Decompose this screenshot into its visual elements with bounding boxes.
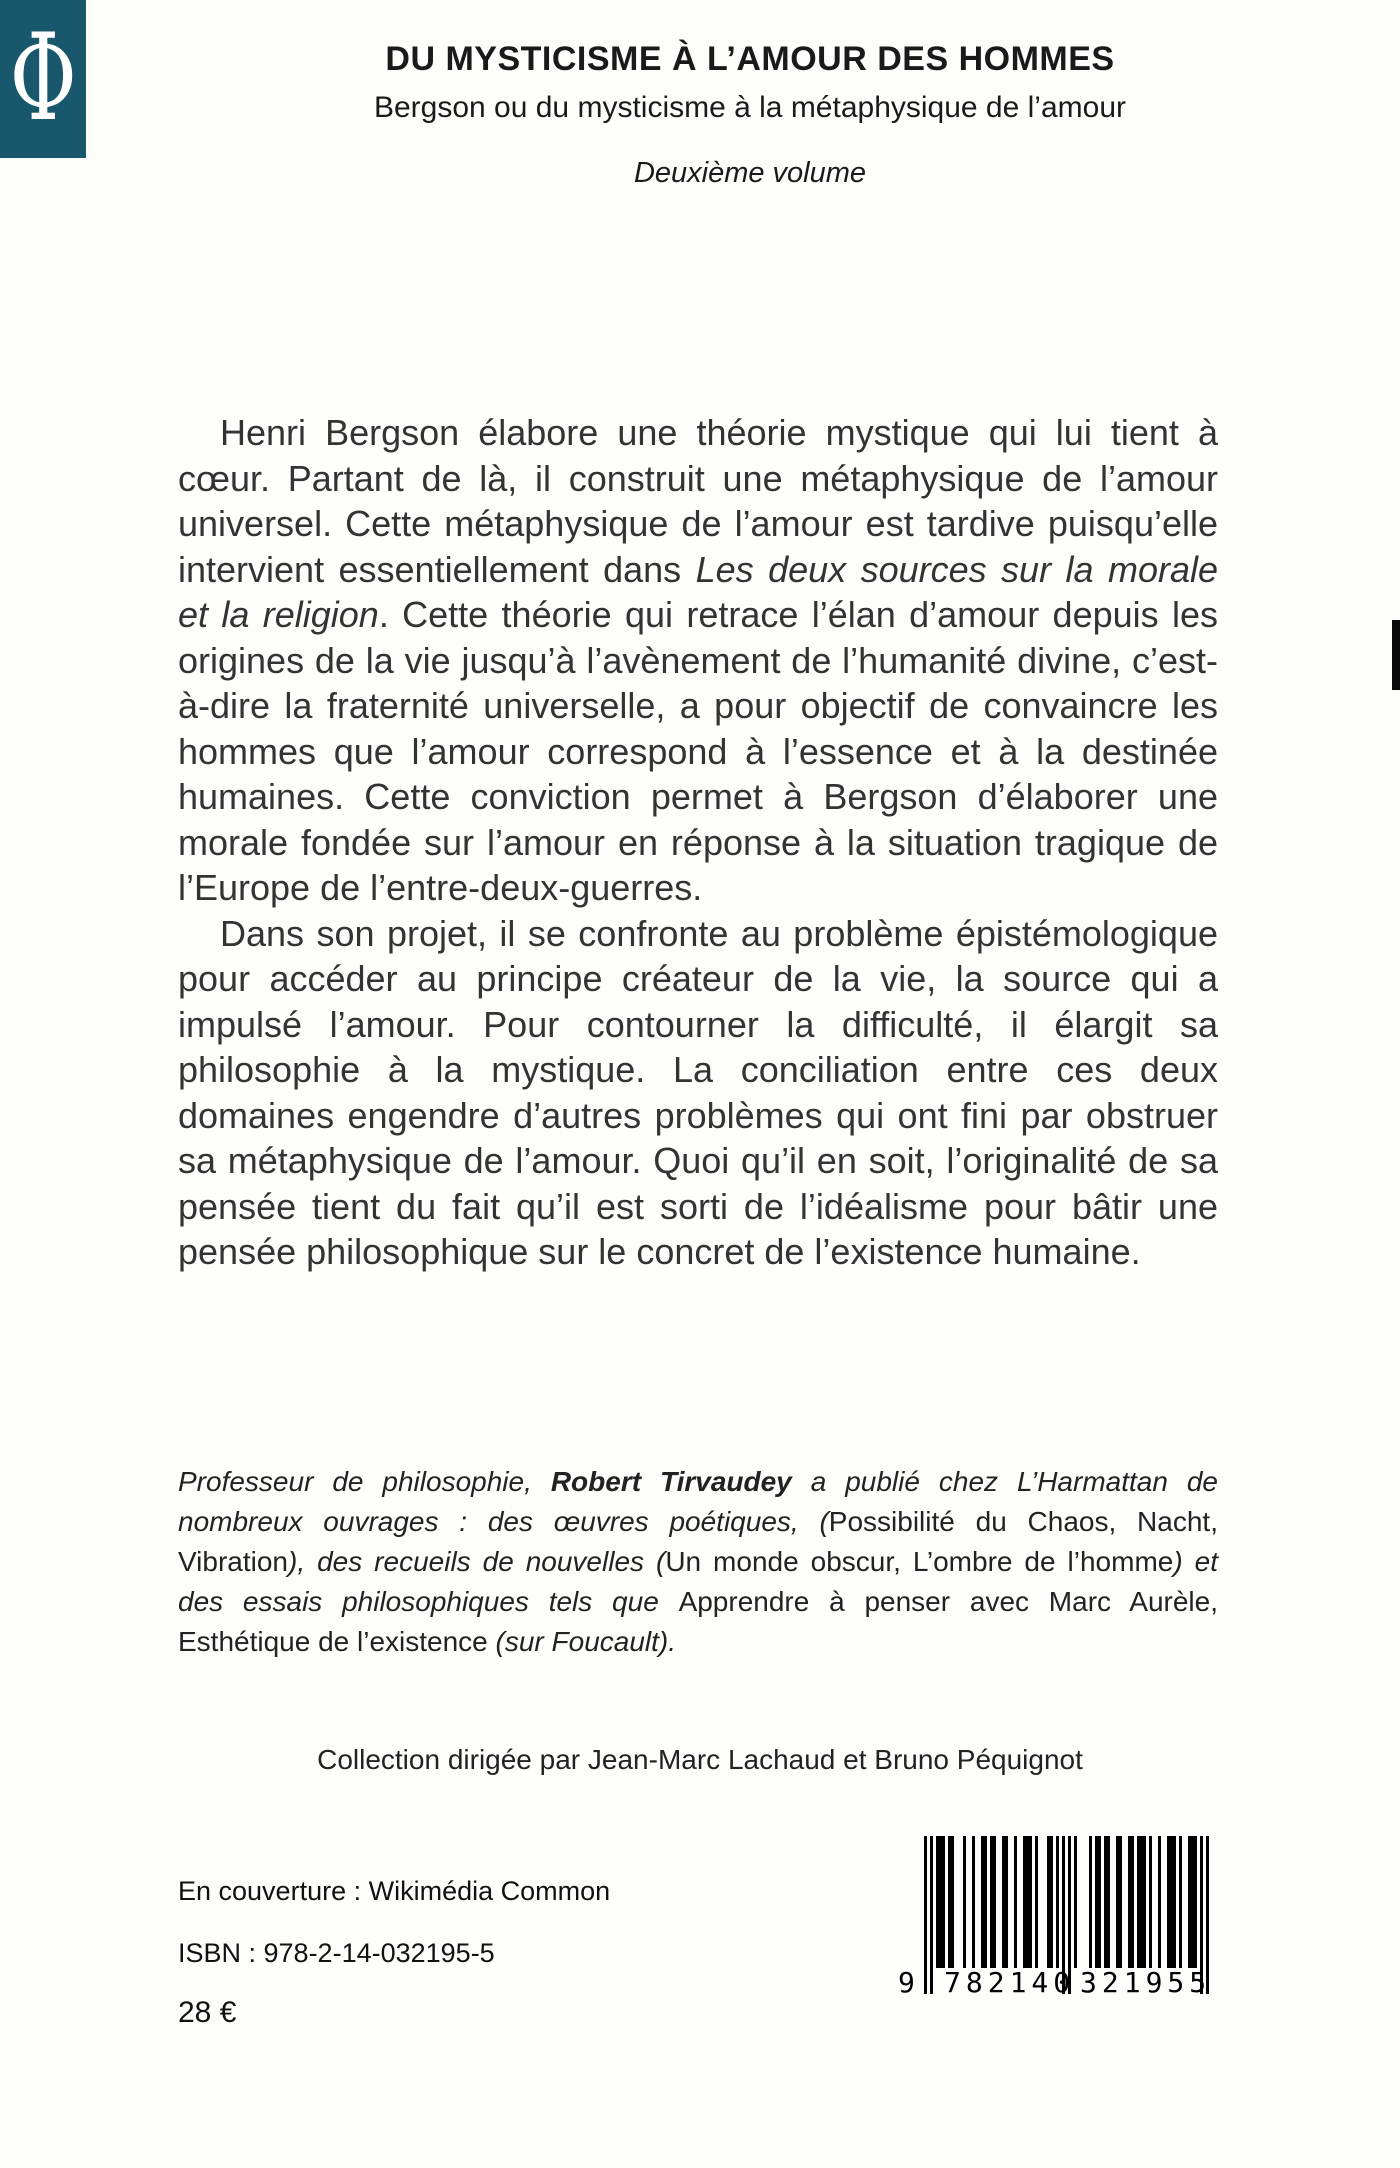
synopsis (178, 410, 1218, 1275)
synopsis-paragraph-2: Dans son projet, il se confronte au problème épistémologique pour accéder au principe créateur de la vie, la source qui a impulsé l’amour. Pour contourner la difficulté, il élargit sa philosophie à la mystique. La conciliation entre ces deux domaines engendre d’autres problèmes qui ont fini par obstruer sa métaphysique de l’amour. Quoi qu’il en soit, l’originalité de sa pensée tient du fait qu’il est sorti de l’idéalisme pour bâtir une pensée philosophique sur le concret de l’existence humaine. (178, 912, 1218, 1272)
bio-work-titles-2: Un monde obscur, L’ombre de l’homme (665, 1546, 1174, 1577)
volume-label: Deuxième volume (633, 157, 867, 189)
book-subtitle: Bergson ou du mysticisme à la métaphysique de l’amour (373, 91, 1127, 124)
bio-mid-2: ), des recueils de nouvelles ( (288, 1546, 666, 1577)
cover-credit: En couverture : Wikimédia Common (178, 1876, 611, 1906)
author-bio (178, 1462, 1218, 1662)
book-title: DU MYSTICISME À L’AMOUR DES HOMMES (385, 40, 1115, 78)
cited-work-title: Les deux sources sur la morale et la religion (178, 548, 1218, 635)
bio-mid-3: ) et des essais philosophiques tels que (178, 1546, 1218, 1617)
synopsis-p1-rest: . Cette théorie qui retrace l’élan d’amour depuis les origines de la vie jusqu’à l’avènement de l’humanité divine, c’est-à-dire la fraternité universelle, a pour objectif de convaincre les hommes que l’amour correspond à l’essence et à la destinée humaines. Cette conviction permet à Bergson d’élaborer une morale fondée sur l’amour en réponse à la situation tragique de l’Europe de l’entre-deux-guerres. (178, 594, 1218, 908)
bio-work-titles-3: Apprendre à penser avec Marc Aurèle, Esthétique de l’existence (178, 1586, 1218, 1657)
bio-end: (sur Foucault). (495, 1626, 677, 1657)
publisher-logo (0, 0, 86, 158)
barcode-digit-first: 9 (898, 1966, 915, 1999)
bio-mid-1: a publié chez L’Harmattan de nombreux ouvrages : des œuvres poétiques, ( (178, 1466, 1219, 1537)
isbn-number: ISBN : 978-2-14-032195-5 (178, 1938, 495, 1968)
collection-note: Collection dirigée par Jean-Marc Lachaud et Bruno Péquignot (317, 1744, 1083, 1775)
synopsis-p1-lead: Henri Bergson élabore une théorie mystique qui lui tient à cœur. Partant de là, il construit une métaphysique de l’amour universel. Cette métaphysique de l’amour est tardive puisqu’elle intervient essentiellement dans (178, 412, 1218, 590)
author-name: Robert Tirvaudey (550, 1466, 792, 1497)
price-label: 28 € (178, 1996, 237, 2029)
ean13-barcode (896, 1836, 1216, 2012)
header (130, 40, 1370, 190)
page-edge-mark (1392, 620, 1400, 690)
synopsis-paragraph-1 (178, 410, 1218, 911)
phi-logo-icon: Φ (9, 9, 77, 148)
barcode-digits-left: 782140 (944, 1966, 1076, 1999)
barcode-digits-right: 321955 (1080, 1966, 1212, 1999)
bio-work-titles-1: Possibilité du Chaos, Nacht, Vibration (178, 1506, 1218, 1577)
bio-intro: Professeur de philosophie, (178, 1466, 551, 1497)
